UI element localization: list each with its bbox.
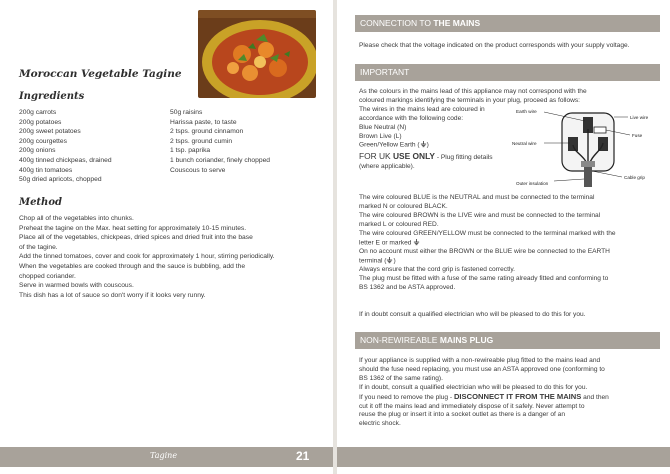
doubt-line: If in doubt consult a qualified electrician who will be pleased to do this for you. <box>359 311 586 318</box>
nr-disconnect: DISCONNECT IT FROM THE MAINS <box>453 391 582 401</box>
nr-line: If your appliance is supplied with a non-rewireable plug fitted to the mains lead and <box>359 357 601 364</box>
left-page <box>0 0 333 474</box>
nr-line: reuse the plug or insert it into a socket outlet as there is a danger of an <box>359 411 565 419</box>
method-heading: Method <box>19 197 62 208</box>
footer-bar-left <box>0 447 333 467</box>
important-header <box>355 64 660 81</box>
label-live-wire: Live wire <box>630 115 649 120</box>
ingredient-item: 1 bunch coriander, finely chopped <box>170 156 271 164</box>
page-number: 21 <box>296 449 310 463</box>
doubt-text <box>359 311 659 320</box>
nr-then: and then <box>581 393 609 401</box>
method-line: chopped coriander. <box>19 272 76 280</box>
wire-letter-e: letter E or marked <box>359 238 412 246</box>
close-paren: ) <box>393 256 396 264</box>
label-cable-grip: Cable grip <box>624 175 645 180</box>
ingredient-item: Couscous to serve <box>170 166 226 174</box>
earth-terminal: terminal ( <box>359 256 387 264</box>
wire-line: The wire coloured BLUE is the NEUTRAL and must be connected to the terminal <box>359 194 595 201</box>
ingredient-item: 200g sweet potatoes <box>19 128 81 136</box>
connection-header-a: CONNECTION TO <box>360 18 434 28</box>
method-text <box>19 214 319 300</box>
ingredient-item: 400g tin tomatoes <box>19 166 73 174</box>
non-rewireable-header <box>355 332 660 349</box>
important-header-text: IMPORTANT <box>360 67 410 77</box>
non-rewireable-text <box>359 357 661 429</box>
connection-line: Please check that the voltage indicated on the product corresponds with your supply voltage. <box>359 42 630 49</box>
ingredient-item: 400g tinned chickpeas, drained <box>19 156 112 164</box>
connection-header-b: THE MAINS <box>433 18 481 28</box>
important-line: accordance with the following code: <box>359 114 464 122</box>
ingredients-heading: Ingredients <box>19 91 85 102</box>
ingredient-item: 50g dried apricots, chopped <box>19 176 102 184</box>
nr-header-b: MAINS PLUG <box>439 335 494 345</box>
label-fuse: Fuse <box>632 133 643 138</box>
tagine-photo <box>198 10 316 98</box>
recipe-title: Moroccan Vegetable Tagine <box>19 68 182 80</box>
footer-title: Tagine <box>150 451 178 460</box>
nr-header-a: NON-REWIREABLE <box>360 335 440 345</box>
important-line: The wires in the mains lead are coloured in <box>359 105 485 113</box>
ingredient-item: Harissa paste, to taste <box>170 118 237 126</box>
important-line: As the colours in the mains lead of this appliance may not correspond with the <box>359 88 587 95</box>
wire-line: On no account must either the BROWN or the BLUE wire be connected to the EARTH <box>359 247 610 255</box>
method-line: Add the tinned tomatoes, cover and cook for approximately 1 hour, stirring periodically. <box>19 253 275 261</box>
wire-instructions <box>359 194 659 292</box>
uk-details: - Plug fitting details <box>435 153 493 161</box>
method-line: Serve in warmed bowls with couscous. <box>19 282 134 290</box>
uk-prefix: FOR UK <box>359 150 393 161</box>
ingredient-item: 200g potatoes <box>19 118 62 126</box>
ingredient-item: 200g carrots <box>19 109 57 116</box>
ingredient-item: 2 tsps. ground cinnamon <box>170 128 244 136</box>
method-line: This dish has a lot of sauce so don't worry if it looks very runny. <box>19 291 206 299</box>
close-paren: ) <box>426 141 429 149</box>
label-earth-wire: Earth wire <box>516 109 537 114</box>
method-line: When the vegetables are cooked through and the sauce is bubbling, add the <box>19 262 246 270</box>
nr-line <box>359 393 661 403</box>
method-line: Preheat the tagine on the Max. heat setting for approximately 10-15 minutes. <box>19 224 247 232</box>
wire-line: marked N or coloured BLACK. <box>359 202 448 210</box>
wire-line: The plug must be fitted with a fuse of the same rating already fitted and conforming to <box>359 274 609 282</box>
connection-header <box>355 15 660 32</box>
footer-bar-right <box>337 447 670 467</box>
earth-symbol-icon <box>420 141 427 148</box>
label-neutral-wire: Neutral wire <box>512 141 537 146</box>
method-line: Chop all of the vegetables into chunks. <box>19 215 134 222</box>
nr-remove: If you need to remove the plug - <box>359 393 454 401</box>
important-line: Brown Live (L) <box>359 132 402 140</box>
uk-use-only: USE ONLY <box>392 150 436 161</box>
ingredients-list-1 <box>19 108 112 185</box>
earth-label: Green/Yellow Earth ( <box>359 141 420 149</box>
earth-symbol-icon <box>413 239 420 246</box>
important-line: Blue Neutral (N) <box>359 123 407 131</box>
important-line: (where applicable). <box>359 162 415 170</box>
ingredient-item: 200g courgettes <box>19 137 67 145</box>
plug-wiring-diagram <box>510 107 662 189</box>
nr-line: BS 1362 of the same rating). <box>359 374 443 382</box>
wire-line: Always ensure that the cord grip is fastened correctly. <box>359 265 516 273</box>
nr-line: electric shock. <box>359 420 401 428</box>
page-gutter <box>333 0 337 474</box>
wire-line <box>359 257 659 266</box>
wire-line: The wire coloured BROWN is the LIVE wire and must be connected to the terminal <box>359 211 601 219</box>
method-line: Place all of the vegetables, chickpeas, dried spices and dried fruit into the base <box>19 234 253 242</box>
method-line: of the tagine. <box>19 243 58 251</box>
ingredient-item: 1 tsp. paprika <box>170 147 211 155</box>
wire-line: marked L or coloured RED. <box>359 220 439 228</box>
wire-line <box>359 239 659 248</box>
connection-text <box>359 42 659 51</box>
nr-line: cut it off the mains lead and immediately dispose of it safely. Never attempt to <box>359 402 585 410</box>
ingredient-item: 200g onions <box>19 147 56 155</box>
wire-line: The wire coloured GREEN/YELLOW must be connected to the terminal marked with the <box>359 229 616 237</box>
important-line: coloured markings identifying the terminals in your plug, proceed as follows: <box>359 96 581 104</box>
nr-line: If in doubt, consult a qualified electrician who will be pleased to do this for you. <box>359 383 588 391</box>
ingredient-item: 2 tsps. ground cumin <box>170 137 233 145</box>
nr-line: should the fuse need replacing, you must use an ASTA approved one (conforming to <box>359 365 605 373</box>
ingredients-list-2 <box>170 108 270 175</box>
wire-line: BS 1362 and be ASTA approved. <box>359 283 456 291</box>
label-outer-insulation: Outer insulation <box>516 181 549 186</box>
ingredient-item: 50g raisins <box>170 109 203 116</box>
